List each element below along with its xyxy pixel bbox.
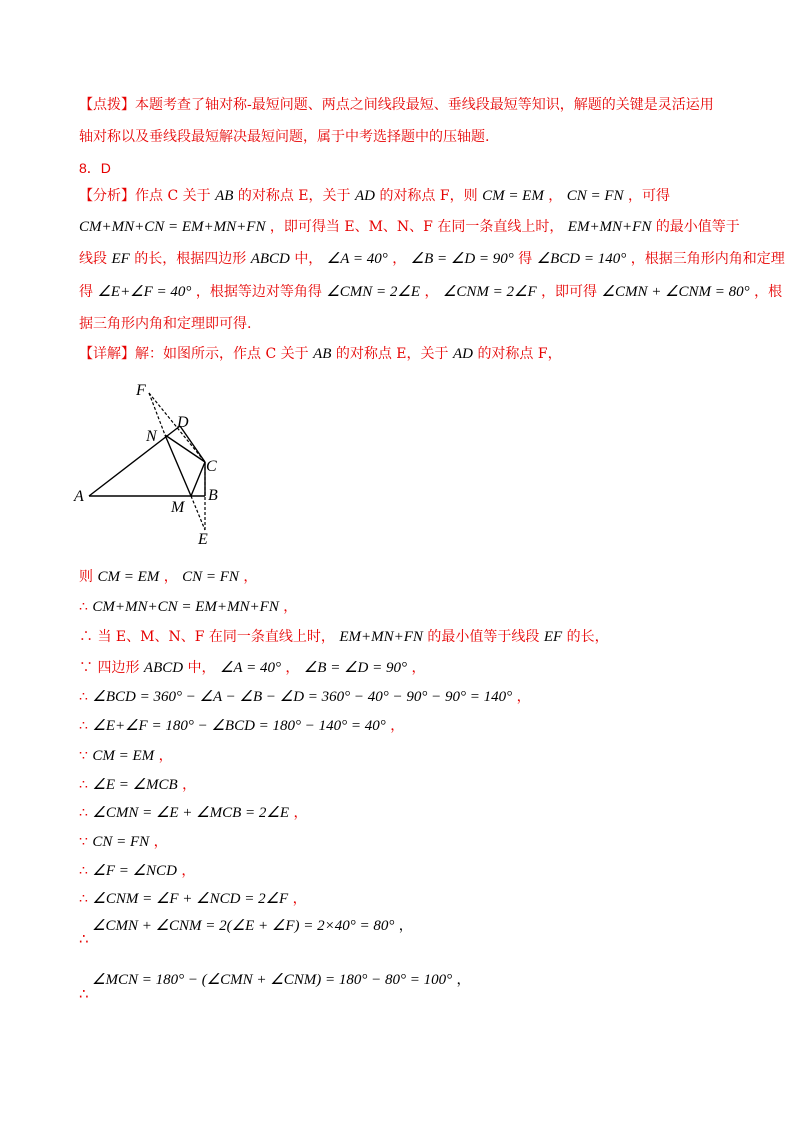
step-7 [79, 747, 173, 765]
step-text: ， [285, 660, 300, 676]
therefore-symbol: ∴ [79, 629, 93, 645]
math-expr: ∠CMN + ∠CNM = 80° [601, 284, 750, 300]
math-expr: AB [215, 188, 234, 204]
analysis-text: 的长，根据四边形 [134, 251, 247, 267]
step-text: ， [153, 834, 168, 850]
step-text: ， [293, 805, 308, 821]
math-expr: ∠MCN = 180° − (∠CMN + ∠CNM) = 180° − 80° = 100° [92, 972, 453, 988]
analysis-text: ， [424, 284, 439, 300]
therefore-symbol: ∴ [79, 599, 88, 615]
analysis-text: ，根 [754, 284, 783, 300]
because-symbol: ∵ [79, 660, 93, 676]
step-4 [79, 659, 425, 677]
math-expr: CM = EM [482, 188, 544, 204]
label-d: D [177, 414, 189, 431]
step-10 [79, 833, 168, 851]
step-text: ， [390, 718, 405, 734]
math-expr: CN = FN [182, 569, 239, 585]
hint-line-2: 轴对称以及垂线段最短解决最短问题，属于中考选择题中的压轴题. [79, 129, 490, 145]
therefore-symbol: ∴ [79, 985, 89, 1003]
step-text: ， [456, 972, 471, 988]
step-13-equation [92, 917, 413, 935]
detail-text: 的对称点 F， [477, 346, 562, 362]
analysis-text: ，根据三角形内角和定理 [630, 251, 785, 267]
step-12 [79, 890, 307, 908]
math-expr: CM+MN+CN = EM+MN+FN [79, 219, 266, 235]
analysis-text: 的对称点 E，关于 [237, 188, 351, 204]
step-6 [79, 717, 404, 735]
analysis-text: 的对称点 F，则 [379, 188, 478, 204]
label-m: M [171, 499, 185, 516]
math-expr: AD [354, 188, 375, 204]
step-text: ， [163, 569, 178, 585]
math-expr: ∠CMN = 2∠E [326, 284, 421, 300]
step-3 [79, 628, 609, 646]
step-5 [79, 688, 531, 706]
math-expr: ∠CNM = 2∠F [442, 284, 537, 300]
math-expr: ∠BCD = 360° − ∠A − ∠B − ∠D = 360° − 40° − 90° − 90° = 140° [92, 689, 513, 705]
math-expr: AB [313, 346, 332, 362]
answer-label: 8．D [79, 160, 111, 176]
step-text: ， [158, 748, 173, 764]
because-symbol: ∵ [79, 834, 88, 850]
step-9 [79, 804, 307, 822]
step-text: ， [516, 689, 531, 705]
math-expr: EF [543, 629, 563, 645]
step-text: ， [182, 777, 197, 793]
label-a: A [74, 488, 84, 505]
step-text: 当 E、M、N、F 在同一条直线上时， [97, 629, 335, 645]
math-expr: EM+MN+FN [339, 629, 423, 645]
math-expr: ∠A = 40° [326, 251, 388, 267]
analysis-text: ， [548, 188, 563, 204]
math-expr: CM+MN+CN = EM+MN+FN [92, 599, 279, 615]
step-text: ， [292, 891, 307, 907]
because-symbol: ∵ [79, 748, 88, 764]
math-expr: ∠CNM = ∠F + ∠NCD = 2∠F [92, 891, 289, 907]
math-expr: ∠B = ∠D = 90° [303, 660, 407, 676]
hint-line-1: 【点拨】本题考查了轴对称-最短问题、两点之间线段最短、垂线段最短等知识，解题的关键是灵活运用 [79, 97, 714, 113]
step-text: ， [181, 863, 196, 879]
step-11 [79, 862, 195, 880]
analysis-text: 线段 [79, 251, 107, 267]
math-expr: ∠F = ∠NCD [92, 863, 177, 879]
segment-mc [191, 462, 205, 496]
step-text: ， [283, 599, 298, 615]
math-expr: AD [452, 346, 473, 362]
math-expr: EM+MN+FN [567, 219, 652, 235]
therefore-symbol: ∴ [79, 777, 88, 793]
step-text: ， [243, 569, 258, 585]
math-expr: ABCD [250, 251, 290, 267]
step-8 [79, 776, 196, 794]
label-f: F [136, 382, 146, 399]
therefore-symbol: ∴ [79, 718, 88, 734]
analysis-text: ，可得 [628, 188, 671, 204]
label-b: B [208, 487, 218, 504]
step-text: 四边形 [97, 660, 140, 676]
math-expr: CN = FN [92, 834, 150, 850]
math-expr: ∠A = 40° [219, 660, 281, 676]
step-text: 则 [79, 569, 93, 585]
analysis-text: 的最小值等于 [655, 219, 740, 235]
detail-text: 【详解】解：如图所示，作点 C 关于 [79, 346, 309, 362]
analysis-text: ，即可得当 E、M、N、F 在同一条直线上时， [269, 219, 564, 235]
step-text: 的长， [566, 629, 609, 645]
analysis-line-4 [79, 283, 782, 301]
analysis-text: 得 [518, 251, 533, 267]
segment-me [191, 496, 205, 530]
math-expr: CM = EM [92, 748, 155, 764]
step-text: 中， [187, 660, 216, 676]
analysis-line-2 [79, 218, 740, 236]
label-c: C [206, 458, 217, 475]
therefore-symbol: ∴ [79, 805, 88, 821]
step-1 [79, 568, 257, 586]
detail-text: 的对称点 E，关于 [335, 346, 449, 362]
analysis-text: ，根据等边对等角得 [195, 284, 322, 300]
step-2 [79, 598, 297, 616]
therefore-symbol: ∴ [79, 930, 89, 948]
math-expr: ∠E+∠F = 40° [97, 284, 192, 300]
label-e: E [198, 531, 208, 548]
therefore-symbol: ∴ [79, 891, 88, 907]
math-expr: ∠E+∠F = 180° − ∠BCD = 180° − 140° = 40° [92, 718, 386, 734]
step-text: 的最小值等于线段 [427, 629, 540, 645]
analysis-text: 【分析】作点 C 关于 [79, 188, 211, 204]
analysis-line-1 [79, 187, 670, 205]
analysis-text: ， [392, 251, 407, 267]
analysis-text: 得 [79, 284, 93, 300]
analysis-line-5: 据三角形内角和定理即可得. [79, 316, 252, 332]
math-expr: ∠CMN + ∠CNM = 2(∠E + ∠F) = 2×40° = 80° [92, 918, 395, 934]
geometry-figure [72, 375, 242, 550]
math-expr: ∠BCD = 140° [536, 251, 627, 267]
analysis-text: ，即可得 [541, 284, 598, 300]
step-text: ， [411, 660, 426, 676]
label-n: N [146, 428, 157, 445]
math-expr: ABCD [143, 660, 184, 676]
analysis-text: 中， [294, 251, 323, 267]
math-expr: ∠CMN = ∠E + ∠MCB = 2∠E [92, 805, 290, 821]
math-expr: ∠B = ∠D = 90° [410, 251, 514, 267]
math-expr: CN = FN [566, 188, 624, 204]
analysis-line-3 [79, 250, 785, 268]
therefore-symbol: ∴ [79, 689, 88, 705]
therefore-symbol: ∴ [79, 863, 88, 879]
step-14-equation [92, 971, 471, 989]
math-expr: EF [111, 251, 130, 267]
detail-line [79, 345, 562, 363]
math-expr: ∠E = ∠MCB [92, 777, 178, 793]
step-text: ， [398, 918, 413, 934]
math-expr: CM = EM [97, 569, 160, 585]
